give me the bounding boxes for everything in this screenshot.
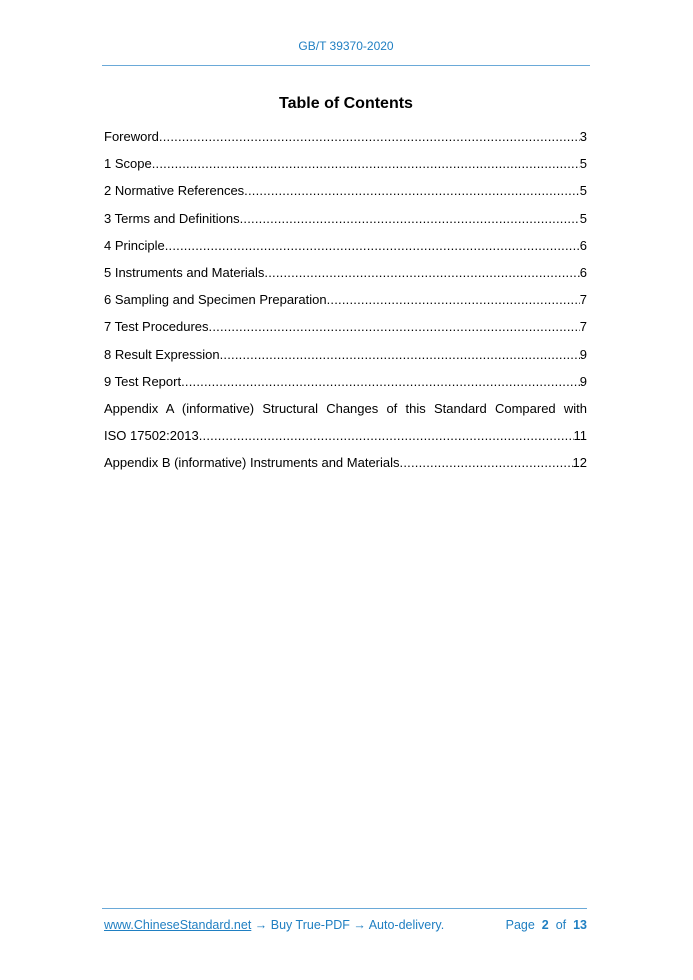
- toc-entry-label: 4 Principle: [104, 237, 165, 253]
- header-divider: [102, 65, 590, 66]
- dot-leader: [327, 289, 580, 311]
- current-page: 2: [541, 918, 549, 932]
- dot-leader: [159, 126, 580, 148]
- footer-divider: [102, 908, 587, 909]
- dot-leader: [264, 262, 579, 284]
- toc-entry-page: 6: [579, 264, 587, 280]
- dot-leader: [199, 425, 574, 447]
- toc-entry-label: 2 Normative References: [104, 183, 245, 199]
- toc-entry-appendix-b[interactable]: [104, 452, 587, 479]
- dot-leader: [220, 344, 580, 366]
- toc-list: [104, 126, 587, 479]
- toc-entry-appendix-a[interactable]: [104, 425, 587, 452]
- toc-entry-result-expression[interactable]: [104, 344, 587, 371]
- toc-entry-principle[interactable]: [104, 235, 587, 262]
- document-code-header: GB/T 39370-2020: [298, 39, 394, 53]
- toc-entry-label: 8 Result Expression: [104, 346, 220, 362]
- toc-entry-label: Foreword: [104, 129, 159, 144]
- toc-entry-page: 7: [579, 292, 587, 308]
- toc-entry-label: 6 Sampling and Specimen Preparation: [104, 292, 327, 308]
- toc-entry-page: 11: [573, 428, 587, 444]
- toc-entry-scope[interactable]: [104, 153, 587, 180]
- toc-entry-label: 9 Test Report: [104, 373, 182, 389]
- toc-entry-label: 3 Terms and Definitions: [104, 210, 240, 226]
- toc-entry-page: 12: [572, 455, 587, 471]
- dot-leader: [400, 452, 573, 474]
- toc-entry-foreword[interactable]: [104, 126, 587, 153]
- toc-entry-page: 3: [579, 129, 587, 144]
- toc-entry-label: 7 Test Procedures: [104, 319, 209, 335]
- page-footer: [104, 918, 587, 932]
- toc-entry-label: 1 Scope: [104, 156, 152, 172]
- toc-entry-normative-references[interactable]: [104, 180, 587, 207]
- promo-text: → Buy True-PDF → Auto-delivery.: [251, 918, 445, 932]
- footer-promo: [104, 918, 444, 932]
- dot-leader: [165, 235, 580, 257]
- toc-entry-test-procedures[interactable]: [104, 316, 587, 343]
- toc-entry-terms-definitions[interactable]: [104, 208, 587, 235]
- toc-entry-page: 6: [579, 237, 587, 253]
- of-word: of: [555, 918, 567, 932]
- toc-entry-page: 7: [579, 319, 587, 335]
- dot-leader: [240, 208, 580, 230]
- toc-entry-instruments-materials[interactable]: [104, 262, 587, 289]
- dot-leader: [181, 371, 580, 393]
- page-word: Page: [505, 918, 535, 932]
- toc-entry-sampling[interactable]: [104, 289, 587, 316]
- page-indicator: [506, 918, 587, 932]
- toc-entry-appendix-a-line1[interactable]: Appendix A (informative) Structural Changes of this Standard Compared with: [104, 400, 587, 416]
- toc-entry-label: Appendix B (informative) Instruments and Materials: [104, 455, 400, 471]
- dot-leader: [244, 180, 580, 202]
- dot-leader: [209, 316, 580, 338]
- toc-entry-page: 5: [579, 210, 587, 226]
- total-pages: 13: [573, 918, 587, 932]
- toc-entry-page: 5: [579, 156, 587, 172]
- toc-title: Table of Contents: [279, 95, 413, 112]
- dot-leader: [152, 153, 580, 175]
- toc-entry-page: 5: [579, 183, 587, 199]
- toc-entry-label: 5 Instruments and Materials: [104, 264, 265, 280]
- toc-entry-test-report[interactable]: [104, 371, 587, 398]
- toc-entry-page: 9: [579, 373, 587, 389]
- toc-entry-label: ISO 17502:2013: [104, 428, 199, 444]
- site-link[interactable]: www.ChineseStandard.net: [104, 918, 252, 932]
- toc-entry-page: 9: [579, 346, 587, 362]
